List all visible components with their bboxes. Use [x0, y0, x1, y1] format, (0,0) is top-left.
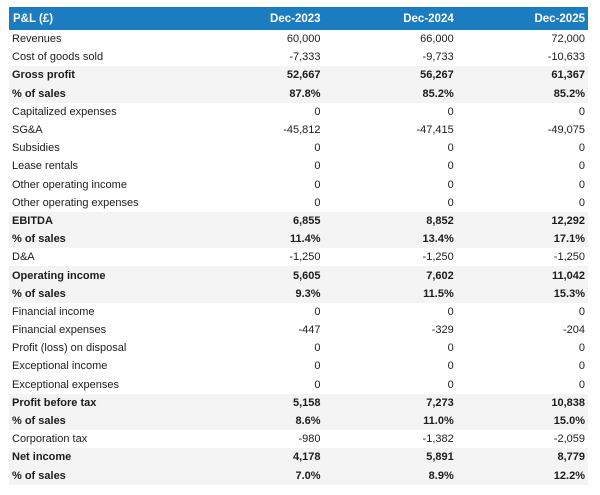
table-row — [9, 285, 588, 303]
table-body — [9, 30, 588, 485]
row-label: Lease rentals — [9, 157, 190, 175]
row-value: -447 — [190, 321, 323, 339]
row-value: 8,852 — [324, 212, 457, 230]
row-label: Profit before tax — [9, 394, 190, 412]
row-value: 11.5% — [324, 285, 457, 303]
row-value: 0 — [457, 139, 588, 157]
row-value: -9,733 — [324, 48, 457, 66]
row-value: 0 — [190, 357, 323, 375]
row-label: Subsidies — [9, 139, 190, 157]
row-value: 8,779 — [457, 448, 588, 466]
pnl-table — [9, 7, 588, 485]
table-row — [9, 357, 588, 375]
row-value: 11,042 — [457, 266, 588, 284]
table-row — [9, 448, 588, 466]
row-label: Capitalized expenses — [9, 103, 190, 121]
row-value: 85.2% — [457, 85, 588, 103]
row-label: Profit (loss) on disposal — [9, 339, 190, 357]
row-value: -329 — [324, 321, 457, 339]
table-row — [9, 103, 588, 121]
row-value: -2,059 — [457, 430, 588, 448]
table-row — [9, 212, 588, 230]
row-value: 52,667 — [190, 66, 323, 84]
row-value: 10,838 — [457, 394, 588, 412]
row-label: Cost of goods sold — [9, 48, 190, 66]
row-value: 13.4% — [324, 230, 457, 248]
row-label: Other operating income — [9, 176, 190, 194]
pnl-statement — [9, 7, 588, 485]
row-value: -1,250 — [190, 248, 323, 266]
row-value: -980 — [190, 430, 323, 448]
row-value: 0 — [457, 157, 588, 175]
row-value: -10,633 — [457, 48, 588, 66]
row-value: 15.0% — [457, 412, 588, 430]
row-value: -47,415 — [324, 121, 457, 139]
row-label: % of sales — [9, 85, 190, 103]
column-header-dec-2023: Dec-2023 — [190, 7, 323, 30]
row-value: 9.3% — [190, 285, 323, 303]
row-value: 0 — [190, 176, 323, 194]
row-value: 11.4% — [190, 230, 323, 248]
row-value: 0 — [190, 139, 323, 157]
row-value: 6,855 — [190, 212, 323, 230]
row-value: 0 — [190, 339, 323, 357]
column-header-dec-2025: Dec-2025 — [457, 7, 588, 30]
row-label: % of sales — [9, 467, 190, 485]
row-value: 0 — [190, 194, 323, 212]
row-value: 0 — [324, 303, 457, 321]
row-label: Financial expenses — [9, 321, 190, 339]
row-label: SG&A — [9, 121, 190, 139]
table-row — [9, 394, 588, 412]
row-value: 0 — [324, 357, 457, 375]
row-value: 0 — [324, 339, 457, 357]
row-value: 0 — [324, 139, 457, 157]
table-row — [9, 339, 588, 357]
table-header-row — [9, 7, 588, 30]
row-value: 12.2% — [457, 467, 588, 485]
row-value: 11.0% — [324, 412, 457, 430]
table-row — [9, 176, 588, 194]
table-row — [9, 30, 588, 48]
table-row — [9, 85, 588, 103]
table-row — [9, 66, 588, 84]
row-value: 0 — [457, 376, 588, 394]
table-row — [9, 48, 588, 66]
table-row — [9, 467, 588, 485]
row-label: Net income — [9, 448, 190, 466]
row-value: 61,367 — [457, 66, 588, 84]
table-row — [9, 121, 588, 139]
row-value: -45,812 — [190, 121, 323, 139]
row-value: 0 — [324, 157, 457, 175]
table-title: P&L (£) — [9, 7, 190, 30]
row-value: 56,267 — [324, 66, 457, 84]
table-row — [9, 230, 588, 248]
table-row — [9, 194, 588, 212]
table-row — [9, 321, 588, 339]
row-value: 0 — [457, 357, 588, 375]
table-row — [9, 139, 588, 157]
row-value: 4,178 — [190, 448, 323, 466]
row-value: 0 — [324, 376, 457, 394]
row-value: 15.3% — [457, 285, 588, 303]
row-value: 12,292 — [457, 212, 588, 230]
row-value: 5,605 — [190, 266, 323, 284]
row-value: 85.2% — [324, 85, 457, 103]
row-label: Exceptional income — [9, 357, 190, 375]
table-row — [9, 248, 588, 266]
row-value: -1,382 — [324, 430, 457, 448]
table-row — [9, 303, 588, 321]
row-value: -49,075 — [457, 121, 588, 139]
row-label: % of sales — [9, 285, 190, 303]
row-value: 7,273 — [324, 394, 457, 412]
row-value: 0 — [324, 176, 457, 194]
row-label: % of sales — [9, 230, 190, 248]
row-value: 60,000 — [190, 30, 323, 48]
row-value: 0 — [324, 194, 457, 212]
row-label: Corporation tax — [9, 430, 190, 448]
row-value: 87.8% — [190, 85, 323, 103]
row-value: 0 — [457, 339, 588, 357]
row-label: Exceptional expenses — [9, 376, 190, 394]
table-row — [9, 266, 588, 284]
row-value: -1,250 — [324, 248, 457, 266]
row-value: 0 — [457, 303, 588, 321]
row-label: Other operating expenses — [9, 194, 190, 212]
row-value: 0 — [457, 176, 588, 194]
row-value: 5,891 — [324, 448, 457, 466]
row-value: -1,250 — [457, 248, 588, 266]
row-value: 0 — [324, 103, 457, 121]
row-value: 0 — [190, 303, 323, 321]
row-value: 0 — [190, 376, 323, 394]
table-row — [9, 157, 588, 175]
row-value: 7,602 — [324, 266, 457, 284]
table-row — [9, 430, 588, 448]
row-label: EBITDA — [9, 212, 190, 230]
row-value: 0 — [190, 103, 323, 121]
row-value: 0 — [457, 194, 588, 212]
table-row — [9, 376, 588, 394]
row-value: 7.0% — [190, 467, 323, 485]
row-value: 66,000 — [324, 30, 457, 48]
row-label: % of sales — [9, 412, 190, 430]
row-value: 0 — [190, 157, 323, 175]
row-label: Revenues — [9, 30, 190, 48]
row-value: -7,333 — [190, 48, 323, 66]
table-row — [9, 412, 588, 430]
row-value: -204 — [457, 321, 588, 339]
row-label: Gross profit — [9, 66, 190, 84]
row-value: 17.1% — [457, 230, 588, 248]
row-value: 0 — [457, 103, 588, 121]
row-value: 8.9% — [324, 467, 457, 485]
column-header-dec-2024: Dec-2024 — [324, 7, 457, 30]
row-label: Operating income — [9, 266, 190, 284]
row-value: 5,158 — [190, 394, 323, 412]
row-value: 8.6% — [190, 412, 323, 430]
row-label: Financial income — [9, 303, 190, 321]
row-label: D&A — [9, 248, 190, 266]
row-value: 72,000 — [457, 30, 588, 48]
